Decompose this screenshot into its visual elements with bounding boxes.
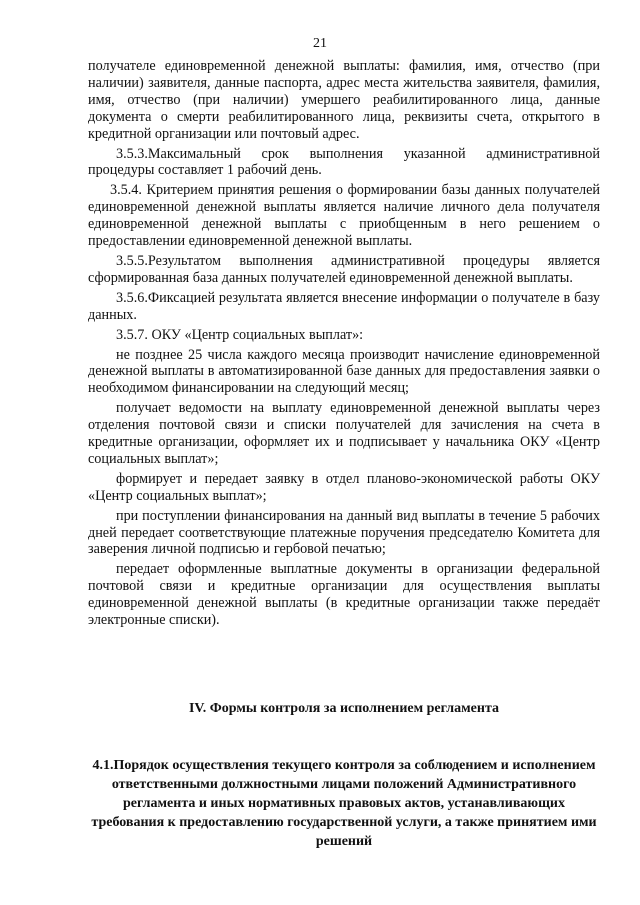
list-item-transfer-documents: передает оформленные выплатные документы в организации федеральной почтовой связи и кредитные организации для осуществления выплаты единовременной денежной выплаты (в кредитные организации также передаёт электронные списки).: [88, 561, 600, 629]
list-item-accrual: не позднее 25 числа каждого месяца производит начисление единовременной денежной выплаты в автоматизированной базе данных для предоставления заявки о необходимом финансировании на следующий месяц;: [88, 346, 600, 397]
page-number: 21: [313, 36, 327, 51]
paragraph-3-5-7: 3.5.7. ОКУ «Центр социальных выплат»:: [116, 326, 364, 343]
section-heading: IV. Формы контроля за исполнением регламента: [188, 701, 500, 716]
paragraph-3-5-5: 3.5.5.Результатом выполнения административной процедуры является сформированная база данных получателей единовременной денежной выплаты.: [88, 252, 600, 286]
paragraph-3-5-3: 3.5.3.Максимальный срок выполнения указанной административной процедуры составляет 1 рабочий день.: [88, 145, 600, 179]
subsection-heading: 4.1.Порядок осуществления текущего контроля за соблюдением и исполнением ответственными должностными лицами положений Административного регламента и иных нормативных правовых актов, устанавливающих требования к предоставлению государственной услуги, а также принятием ими решений: [91, 758, 597, 849]
paragraph-3-5-4: 3.5.4. Критерием принятия решения о формировании базы данных получателей единовременной денежной выплаты является наличие личного дела получателя единовременной денежной выплаты с приобщенным в него решением о предоставлении единовременной денежной выплаты.: [88, 182, 600, 250]
list-item-payment-orders: при поступлении финансирования на данный вид выплаты в течение 5 рабочих дней передает соответствующие платежные поручения председателю Комитета для заверения личной подписью и гербовой печатью;: [88, 507, 600, 558]
paragraph-3-5-6: 3.5.6.Фиксацией результата является внесение информации о получателе в базу данных.: [88, 289, 600, 323]
list-item-request: формирует и передает заявку в отдел планово-экономической работы ОКУ «Центр социальных выплат»;: [88, 470, 600, 504]
list-item-statements: получает ведомости на выплату единовременной денежной выплаты через отделения почтовой связи и списки получателей для зачисления на счета в кредитные организации, оформляет их и подписывает у начальника ОКУ «Центр социальных выплат»;: [88, 400, 600, 467]
body-text: [88, 58, 600, 632]
paragraph-recipient-info: получателе единовременной денежной выплаты: фамилия, имя, отчество (при наличии) заявителя, данные паспорта, адрес места жительства заявителя, фамилия, имя, отчество (при наличии) умершего реабилитированного лица, данные документа о смерти реабилитированного лица, реквизиты счета, открытого в кредитной организации или почтовый адрес.: [88, 58, 600, 142]
